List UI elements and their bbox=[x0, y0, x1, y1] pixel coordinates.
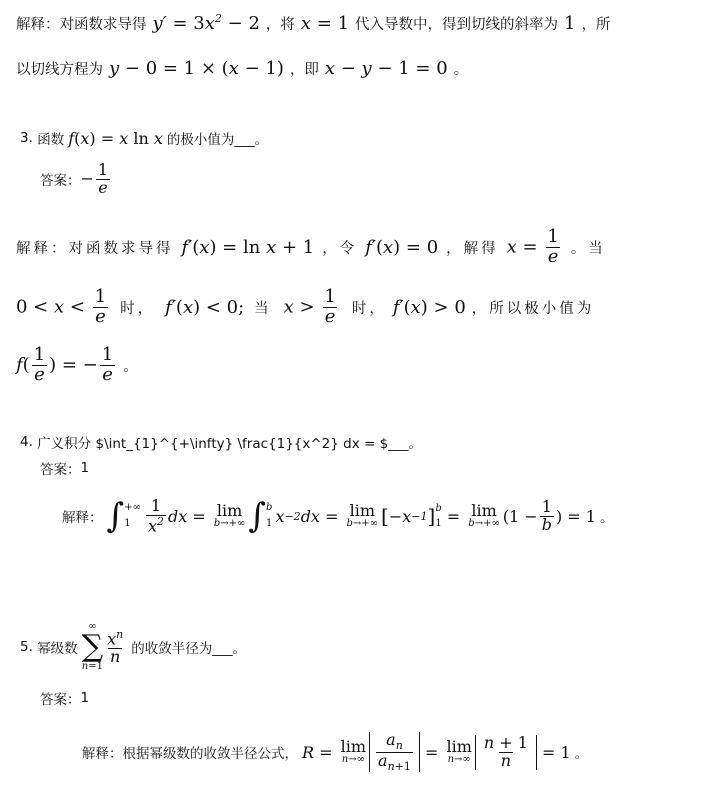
q3-question bbox=[20, 128, 268, 148]
q3-end: 。 bbox=[123, 358, 138, 375]
q3-negative-derivative: f′(x) < 0; bbox=[165, 296, 245, 318]
q3-explanation-line3 bbox=[16, 346, 138, 385]
q3-suoyi: ，所以极小值为 bbox=[471, 300, 595, 317]
q3-interval-left: 0 < x < $\frac{1}{e}$ bbox=[16, 286, 107, 327]
q2-explain-end: ，所 bbox=[581, 16, 611, 33]
q4-question-text: 广义积分 $\int_{1}^{+\infty} \frac{1}{x^2} dx = $___。 bbox=[37, 436, 422, 452]
q3-interval-right: x > $\frac{1}{e}$ bbox=[283, 286, 336, 327]
q4-answer bbox=[40, 458, 89, 478]
q2-explain-mid2: 代入导数中，得到切线的斜率为 bbox=[355, 16, 559, 33]
q4-integral-chain: ∫ +∞ 1 $\frac{1}{x^2}$ dx = lim b→+∞ ∫ b 1 x −2 dx = lim b→+∞ [ − x −1 ] b 1 = lim b→+∞ (1 − $\frac{1}{b}$ ) = 1 bbox=[106, 496, 596, 537]
q3-answer bbox=[40, 162, 112, 197]
q2-line2-end: 。 bbox=[453, 62, 469, 78]
q3-answer-value: − $\frac{1}{e}$ bbox=[80, 160, 109, 197]
q5-question-suffix: 的收敛半径为___。 bbox=[131, 641, 246, 657]
q4-question bbox=[20, 432, 422, 452]
q3-shi2: 时， bbox=[351, 300, 387, 317]
q3-number: 3. bbox=[20, 130, 33, 146]
q5-explanation bbox=[82, 732, 588, 772]
q3-explanation-line1 bbox=[16, 228, 606, 267]
q2-tangent-equation: y − 0 = 1 × (x − 1) bbox=[109, 58, 284, 79]
q2-explanation-line1 bbox=[16, 12, 611, 34]
q4-answer-label: 答案： bbox=[40, 462, 81, 478]
q2-x-equals-1: x = 1 bbox=[300, 12, 350, 34]
q3-derivative: f′(x) = ln x + 1 bbox=[181, 236, 315, 258]
q2-slope-value: 1 bbox=[564, 12, 576, 34]
q4-explanation bbox=[62, 498, 613, 535]
q3-explain-dang: 。当 bbox=[570, 240, 606, 257]
q5-end: 。 bbox=[574, 746, 589, 763]
q5-answer-value: 1 bbox=[80, 690, 90, 706]
q5-answer bbox=[40, 688, 89, 708]
q3-question-suffix: 的极小值为___。 bbox=[166, 132, 269, 148]
q3-critical-point: x = $\frac{1}{e}$ bbox=[506, 226, 559, 267]
q3-answer-label: 答案： bbox=[40, 173, 81, 190]
q3-derivative-zero: f′(x) = 0 bbox=[365, 236, 439, 258]
q4-end: 。 bbox=[599, 510, 614, 527]
q4-answer-value: 1 bbox=[80, 460, 90, 476]
q2-explanation-line2 bbox=[16, 58, 468, 79]
q4-explain-label: 解释： bbox=[62, 510, 103, 527]
q3-question-prefix: 函数 bbox=[37, 132, 65, 148]
q3-explain-jiede: ，解得 bbox=[446, 240, 499, 257]
q5-answer-label: 答案： bbox=[40, 692, 81, 708]
q3-positive-derivative: f′(x) > 0 bbox=[392, 296, 466, 318]
q4-number: 4. bbox=[20, 434, 33, 450]
q2-derivative-formula: $y' = 3x^2 - 2$ bbox=[152, 12, 260, 34]
q2-line2-prefix: 以切线方程为 bbox=[16, 62, 103, 78]
q5-question bbox=[20, 622, 246, 672]
q3-shi: 时， bbox=[120, 300, 156, 317]
q2-explain-mid: ，将 bbox=[265, 16, 295, 33]
q3-dang: 当 bbox=[254, 300, 272, 317]
q3-minimum-value: f( $\frac{1}{e}$ ) = − $\frac{1}{e}$ bbox=[16, 344, 114, 385]
q2-line2-mid: ，即 bbox=[289, 62, 319, 78]
q5-radius-formula: R = lim n→∞ $\frac{a_n}{a_{n+1}}$ = lim n→∞ $\frac{n + 1}{n}$ = 1 bbox=[302, 730, 571, 773]
q5-number: 5. bbox=[20, 639, 33, 655]
q5-series: ∞ ∑ n=1 $\frac{x^n}{n}$ bbox=[81, 621, 124, 672]
q5-question-prefix: 幂级数 bbox=[37, 641, 78, 657]
q3-function: f(x) = x ln x bbox=[68, 128, 163, 148]
q2-explain-prefix: 解释：对函数求导得 bbox=[16, 16, 147, 33]
q3-explain-ling: ，令 bbox=[322, 240, 358, 257]
q3-explain-prefix: 解释：对函数求导得 bbox=[16, 240, 174, 257]
q2-tangent-simplified: x − y − 1 = 0 bbox=[324, 58, 448, 79]
q5-explain-prefix: 解释：根据幂级数的收敛半径公式， bbox=[82, 746, 298, 763]
q3-explanation-line2 bbox=[16, 288, 594, 327]
